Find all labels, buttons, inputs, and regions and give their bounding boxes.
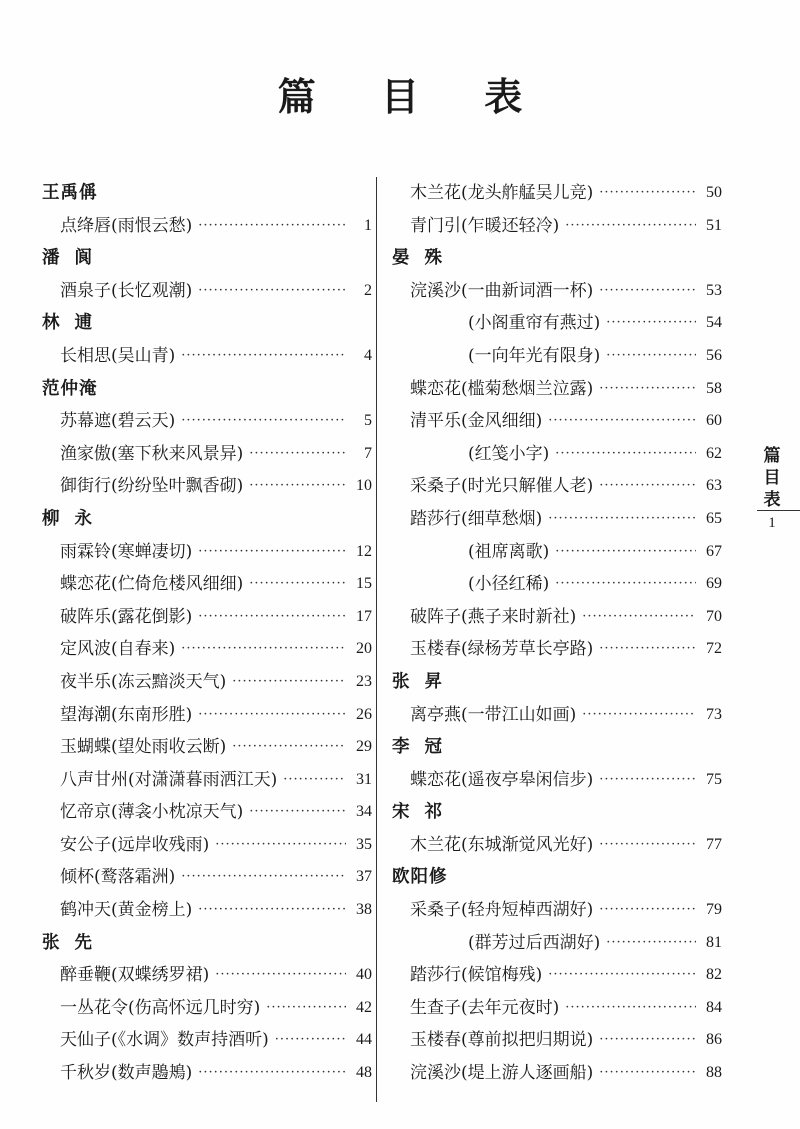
entry-title: 采桑子(轻舟短棹西湖好) xyxy=(410,900,594,921)
entry-title: (小径红稀) xyxy=(468,574,550,595)
entry-page-number: 40 xyxy=(356,966,372,984)
entry-page-number: 37 xyxy=(356,868,372,886)
toc-entry[interactable] xyxy=(42,894,372,927)
entry-title: (红笺小字) xyxy=(468,443,550,464)
dot-leader xyxy=(232,666,346,699)
toc-entry[interactable] xyxy=(392,470,722,503)
author-heading: 潘阆 xyxy=(42,248,107,269)
entry-page-number: 62 xyxy=(706,444,722,462)
dot-leader xyxy=(275,1024,346,1057)
dot-leader xyxy=(198,536,346,569)
entry-title: 苏幕遮(碧云天) xyxy=(60,411,176,432)
entry-page-number: 29 xyxy=(356,738,372,756)
dot-leader xyxy=(215,829,346,862)
toc-entry[interactable] xyxy=(42,601,372,634)
author-heading: 宋祁 xyxy=(392,802,457,823)
entry-title: 蝶恋花(槛菊愁烟兰泣露) xyxy=(410,378,594,399)
entry-page-number: 63 xyxy=(706,477,722,495)
entry-page-number: 34 xyxy=(356,803,372,821)
entry-page-number: 5 xyxy=(364,412,372,430)
entry-title: 蝶恋花(伫倚危楼风细细) xyxy=(60,574,244,595)
entry-page-number: 10 xyxy=(356,477,372,495)
toc-entry[interactable] xyxy=(42,796,372,829)
toc-entry[interactable] xyxy=(392,210,722,243)
dot-leader xyxy=(599,373,696,406)
dot-leader xyxy=(555,438,696,471)
dot-leader xyxy=(181,405,346,438)
dot-leader xyxy=(249,568,346,601)
entry-title: 八声甘州(对潇潇暮雨洒江天) xyxy=(60,769,278,790)
entry-title: 踏莎行(细草愁烟) xyxy=(410,508,543,529)
toc-entry[interactable] xyxy=(42,633,372,666)
side-tab-rule xyxy=(757,510,800,511)
entry-page-number: 84 xyxy=(706,998,722,1016)
dot-leader xyxy=(198,210,346,243)
toc-entry[interactable] xyxy=(392,568,722,601)
toc-entry[interactable] xyxy=(42,731,372,764)
toc-entry[interactable] xyxy=(392,340,722,373)
toc-entry[interactable] xyxy=(42,959,372,992)
author-heading: 张先 xyxy=(42,932,107,953)
entry-title: 望海潮(东南形胜) xyxy=(60,704,193,725)
toc-entry[interactable] xyxy=(42,405,372,438)
entry-page-number: 58 xyxy=(706,379,722,397)
entry-page-number: 70 xyxy=(706,607,722,625)
entry-page-number: 1 xyxy=(364,216,372,234)
entry-page-number: 50 xyxy=(706,184,722,201)
entry-title: 破阵乐(露花倒影) xyxy=(60,606,193,627)
entry-page-number: 88 xyxy=(706,1064,722,1082)
dot-leader xyxy=(555,536,696,569)
entry-page-number: 42 xyxy=(356,998,372,1016)
author-heading: 范仲淹 xyxy=(42,378,98,399)
entry-title: 雨霖铃(寒蝉凄切) xyxy=(60,541,193,562)
entry-page-number: 56 xyxy=(706,346,722,364)
entry-page-number: 17 xyxy=(356,607,372,625)
dot-leader xyxy=(555,568,696,601)
author-heading: 王禹偁 xyxy=(42,183,98,203)
entry-title: 一丛花令(伤高怀远几时穷) xyxy=(60,997,261,1018)
toc-entry[interactable] xyxy=(42,829,372,862)
dot-leader xyxy=(606,340,696,373)
entry-page-number: 72 xyxy=(706,640,722,658)
toc-entry[interactable] xyxy=(42,764,372,797)
entry-title: 千秋岁(数声鶗鴂) xyxy=(60,1063,193,1084)
dot-leader xyxy=(599,829,696,862)
entry-page-number: 65 xyxy=(706,509,722,527)
entry-page-number: 67 xyxy=(706,542,722,560)
entry-title: 点绛唇(雨恨云愁) xyxy=(60,215,193,236)
entry-page-number: 26 xyxy=(356,705,372,723)
entry-page-number: 31 xyxy=(356,770,372,788)
entry-page-number: 12 xyxy=(356,542,372,560)
dot-leader xyxy=(548,405,696,438)
entry-page-number: 44 xyxy=(356,1031,372,1049)
author-heading: 张昇 xyxy=(392,671,457,692)
dot-leader xyxy=(249,438,346,471)
entry-title: 清平乐(金风细细) xyxy=(410,411,543,432)
toc-entry[interactable] xyxy=(392,601,722,634)
author-heading: 柳永 xyxy=(42,508,107,529)
entry-page-number: 54 xyxy=(706,314,722,332)
toc-entry[interactable] xyxy=(392,699,722,732)
toc-entry[interactable] xyxy=(392,633,722,666)
entry-title: (群芳过后西湖好) xyxy=(468,932,601,953)
entry-title: 踏莎行(候馆梅残) xyxy=(410,965,543,986)
toc-entry[interactable] xyxy=(392,992,722,1025)
entry-title: 安公子(远岸收残雨) xyxy=(60,834,210,855)
side-tab-label xyxy=(762,445,782,511)
entry-title: 玉楼春(尊前拟把归期说) xyxy=(410,1030,594,1051)
toc-entry[interactable] xyxy=(392,764,722,797)
entry-title: 长相思(吴山青) xyxy=(60,345,176,366)
dot-leader xyxy=(599,1057,696,1090)
dot-leader xyxy=(266,992,346,1025)
entry-page-number: 73 xyxy=(706,705,722,723)
dot-leader xyxy=(565,210,696,243)
toc-entry[interactable] xyxy=(42,1024,372,1057)
toc-left-column xyxy=(42,177,372,1090)
entry-title: 夜半乐(冻云黯淡天气) xyxy=(60,671,227,692)
dot-leader xyxy=(548,503,696,536)
entry-page-number: 20 xyxy=(356,640,372,658)
dot-leader xyxy=(215,959,346,992)
dot-leader xyxy=(548,959,696,992)
entry-title: 忆帝京(薄衾小枕凉天气) xyxy=(60,802,244,823)
toc-entry[interactable] xyxy=(392,275,722,308)
entry-title: 酒泉子(长忆观潮) xyxy=(60,280,193,301)
entry-title: 破阵子(燕子来时新社) xyxy=(410,606,577,627)
entry-page-number: 75 xyxy=(706,770,722,788)
toc-entry[interactable] xyxy=(42,536,372,569)
entry-title: 离亭燕(一带江山如画) xyxy=(410,704,577,725)
author-heading: 欧阳修 xyxy=(392,867,448,888)
toc-entry[interactable] xyxy=(42,275,372,308)
entry-title: 生查子(去年元夜时) xyxy=(410,997,560,1018)
toc-entry[interactable] xyxy=(42,699,372,732)
entry-title: 木兰花(龙头舴艋吴儿竞) xyxy=(410,183,594,203)
entry-page-number: 23 xyxy=(356,672,372,690)
entry-title: 玉蝴蝶(望处雨收云断) xyxy=(60,737,227,758)
toc-entry[interactable] xyxy=(42,568,372,601)
dot-leader xyxy=(198,699,346,732)
toc-entry[interactable] xyxy=(392,405,722,438)
dot-leader xyxy=(606,927,696,960)
author-heading: 李冠 xyxy=(392,737,457,758)
toc-entry[interactable] xyxy=(392,959,722,992)
dot-leader xyxy=(582,699,696,732)
side-tab-page-number: 1 xyxy=(768,515,776,531)
entry-title: (祖席离歌) xyxy=(468,541,550,562)
toc-entry[interactable] xyxy=(42,340,372,373)
page-title: 篇 目 表 xyxy=(277,75,549,119)
entry-page-number: 2 xyxy=(364,281,372,299)
entry-title: 浣溪沙(堤上游人逐画船) xyxy=(410,1063,594,1084)
dot-leader xyxy=(599,764,696,797)
entry-title: 渔家傲(塞下秋来风景异) xyxy=(60,443,244,464)
entry-page-number: 77 xyxy=(706,835,722,853)
dot-leader xyxy=(181,340,346,373)
toc-entry[interactable] xyxy=(392,177,722,210)
entry-page-number: 38 xyxy=(356,901,372,919)
toc-entry[interactable] xyxy=(392,927,722,960)
entry-page-number: 4 xyxy=(364,346,372,364)
dot-leader xyxy=(582,601,696,634)
dot-leader xyxy=(232,731,346,764)
toc-entry[interactable] xyxy=(392,829,722,862)
dot-leader xyxy=(249,470,346,503)
toc-entry[interactable] xyxy=(392,307,722,340)
toc-entry[interactable] xyxy=(42,470,372,503)
entry-page-number: 48 xyxy=(356,1064,372,1082)
entry-title: 御街行(纷纷坠叶飘香砌) xyxy=(60,476,244,497)
author-heading: 晏殊 xyxy=(392,248,457,269)
side-tab-text: 篇目表 xyxy=(763,446,781,510)
entry-title: 木兰花(东城渐觉风光好) xyxy=(410,834,594,855)
toc-entry[interactable] xyxy=(42,438,372,471)
entry-page-number: 69 xyxy=(706,575,722,593)
toc-entry[interactable] xyxy=(42,861,372,894)
dot-leader xyxy=(599,177,696,210)
entry-page-number: 86 xyxy=(706,1031,722,1049)
entry-page-number: 79 xyxy=(706,901,722,919)
dot-leader xyxy=(599,894,696,927)
entry-page-number: 82 xyxy=(706,966,722,984)
dot-leader xyxy=(606,307,696,340)
dot-leader xyxy=(599,633,696,666)
entry-page-number: 51 xyxy=(706,216,722,234)
toc-entry[interactable] xyxy=(392,1057,722,1090)
dot-leader xyxy=(181,861,346,894)
entry-page-number: 60 xyxy=(706,412,722,430)
entry-title: 玉楼春(绿杨芳草长亭路) xyxy=(410,639,594,660)
entry-title: 青门引(乍暖还轻冷) xyxy=(410,215,560,236)
dot-leader xyxy=(198,894,346,927)
entry-title: 倾杯(鹜落霜洲) xyxy=(60,867,176,888)
entry-page-number: 7 xyxy=(364,444,372,462)
toc-entry[interactable] xyxy=(392,503,722,536)
dot-leader xyxy=(198,601,346,634)
entry-title: 浣溪沙(一曲新词酒一杯) xyxy=(410,280,594,301)
entry-title: 定风波(自春来) xyxy=(60,639,176,660)
dot-leader xyxy=(181,633,346,666)
toc-entry[interactable] xyxy=(42,1057,372,1090)
entry-title: 鹤冲天(黄金榜上) xyxy=(60,900,193,921)
entry-title: 醉垂鞭(双蝶绣罗裙) xyxy=(60,965,210,986)
toc-entry[interactable] xyxy=(392,438,722,471)
toc-entry[interactable] xyxy=(42,992,372,1025)
entry-title: (小阁重帘有燕过) xyxy=(468,313,601,334)
entry-title: 采桑子(时光只解催人老) xyxy=(410,476,594,497)
dot-leader xyxy=(599,275,696,308)
toc-entry[interactable] xyxy=(42,666,372,699)
dot-leader xyxy=(283,764,346,797)
toc-right-column xyxy=(392,177,722,1090)
entry-title: 天仙子(《水调》数声持酒听) xyxy=(60,1030,269,1051)
dot-leader xyxy=(198,275,346,308)
toc-entry[interactable] xyxy=(392,373,722,406)
dot-leader xyxy=(599,1024,696,1057)
dot-leader xyxy=(249,796,346,829)
toc-entry[interactable] xyxy=(392,1024,722,1057)
author-heading: 林逋 xyxy=(42,313,107,334)
dot-leader xyxy=(599,470,696,503)
dot-leader xyxy=(198,1057,346,1090)
column-divider xyxy=(376,177,377,1102)
entry-title: (一向年光有限身) xyxy=(468,345,601,366)
entry-page-number: 81 xyxy=(706,933,722,951)
entry-page-number: 15 xyxy=(356,575,372,593)
toc-entry[interactable] xyxy=(392,894,722,927)
entry-title: 蝶恋花(遥夜亭皋闲信步) xyxy=(410,769,594,790)
entry-page-number: 53 xyxy=(706,281,722,299)
toc-entry[interactable] xyxy=(42,210,372,243)
toc-entry[interactable] xyxy=(392,536,722,569)
dot-leader xyxy=(565,992,696,1025)
entry-page-number: 35 xyxy=(356,835,372,853)
